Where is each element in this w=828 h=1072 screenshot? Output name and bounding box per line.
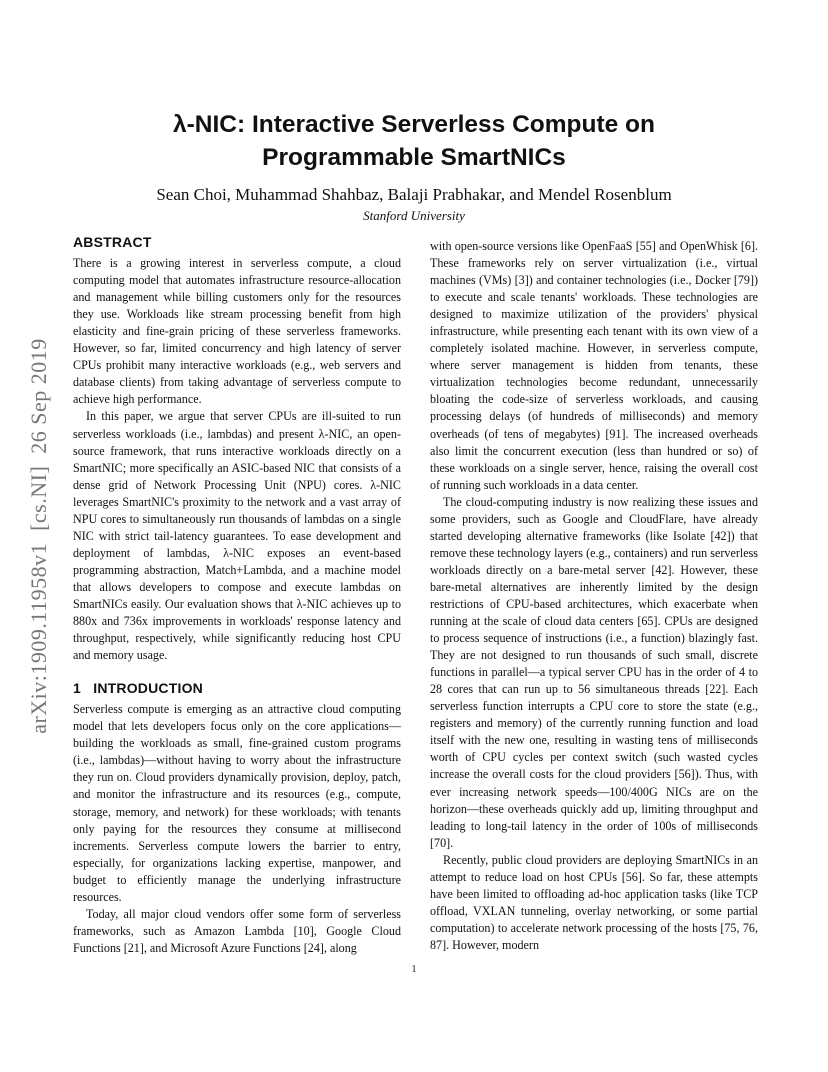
introduction-heading: 1 INTRODUCTION [73, 680, 203, 697]
arxiv-identifier [26, 0, 52, 1072]
paper-title [0, 108, 828, 174]
intro-paragraph-2: Today, all major cloud vendors offer some form of serverless frameworks, such as Amazon Lambda [10], Google Cloud Functions [21], and Microsoft Azure Functions [24], along [73, 906, 401, 955]
intro-paragraph-3: The cloud-computing industry is now realizing these issues and some providers, such as Google and CloudFlare, have already started developing alternative frameworks (like Isolate [42]) that remove these technology layers (e.g., containers) and run serverless workloads directly on a bare-metal server [42]. However, these bare-metal alternatives are inherently limited by the design restrictions of CPU-based architectures, which exacerbate when running at the scale of cloud data centers [65]. CPUs are designed to process sequence of instructions (i.e., a function) blazingly fast. They are not designed to run thousands of such small, discrete functions in parallel—a typical server CPU has in the order of 4 to 28 cores that can run up to 56 simultaneous threads [22]. Each serverless function interrupts a CPU core to store the state (e.g., registers and memory) of the currently running function and load itself with the new one, resulting in wasting tens of milliseconds worth of CPU cycles per context switch (such wasted cycles increase the overall costs for the cloud providers [56]). Thus, with ever increasing network speeds—100/400G NICs are on the horizon—these overheads quickly add up, limiting throughput and leading to long-tail latency in the order of 100s of milliseconds [70]. [430, 494, 758, 850]
title-line-1: λ-NIC: Interactive Serverless Compute on [173, 111, 655, 138]
author-list: Sean Choi, Muhammad Shahbaz, Balaji Prabhakar, and Mendel Rosenblum [156, 185, 672, 204]
intro-paragraph-2-continued: with open-source versions like OpenFaaS [55] and OpenWhisk [6]. These frameworks rely on server virtualization (i.e., virtual machines (VMs) [3]) and container technologies (i.e., Docker [79]) to execute and scale tenants' workloads. These technologies are designed to maximize utilization of the providers' physical infrastructure, while presenting each tenant with its own view of a completely isolated machine. However, in serverless compute, where server management is hidden from tenants, these virtualization technologies become redundant, unnecessarily bloating the code-size of serverless workloads, and causing processing delays (of hundreds of milliseconds) and memory overheads (of tens of megabytes) [91]. The increased overheads also limit the concurrent execution (less than hundred or so) of these workloads on a single server, hence, raising the overall cost of running such workloads in a data center. [430, 239, 758, 492]
abstract-paragraph-2: In this paper, we argue that server CPUs are ill-suited to run serverless workloads (i.e., lambdas) and present λ-NIC, an open-source framework, that runs interactive workloads directly on a SmartNIC; more specifically an ASIC-based NIC that consists of a dense grid of Network Processing Unit (NPU) cores. λ-NIC leverages SmartNIC's proximity to the network and a vast array of NPU cores to simultaneously run thousands of lambdas on a single NIC with strict tail-latency guarantees. To ease development and deployment of lambdas, λ-NIC exposes an event-based programming abstraction, Match+Lambda, and a machine model that allows developers to compose and execute lambdas on SmartNICs easily. Our evaluation shows that λ-NIC achieves up to 880x and 736x improvements in workloads' response latency and throughput, respectively, while significantly reducing host CPU and memory usage. [73, 409, 401, 663]
intro-paragraph-4: Recently, public cloud providers are deploying SmartNICs in an attempt to reduce load on host CPUs [56]. So far, these attempts have been limited to offloading ad-hoc application tasks (like TCP offload, VXLAN tunneling, overlay networking, or some partial computation) to accelerate network processing of the hosts [75, 76, 87]. However, modern [430, 852, 758, 952]
left-column [73, 234, 401, 957]
page-number: 1 [411, 964, 417, 975]
intro-paragraph-1: Serverless compute is emerging as an attractive cloud computing model that lets developers focus only on the core applications—building the workloads as small, fine-grained custom programs (i.e., lambdas)—without having to worry about the infrastructure they run on. Cloud providers dynamically provision, deploy, patch, and monitor the infrastructure and its resources (e.g., compute, storage, memory, and network) for these workloads; with tenants only paying for the resources they consume at millisecond increments. Serverless compute lowers the barrier to entry, especially, for organizations lacking expertise, manpower, and budget to efficiently manage the underlying infrastructure resources. [73, 702, 401, 904]
arxiv-id-text: arXiv:1909.11958v1 [cs.NI] 26 Sep 2019 [26, 338, 51, 734]
affiliation: Stanford University [363, 208, 465, 223]
title-line-2: Programmable SmartNICs [262, 144, 566, 171]
abstract-paragraph-1: There is a growing interest in serverless compute, a cloud computing model that automates infrastructure resource-allocation and management while billing customers only for the resources they use. Workloads like stream processing benefit from high elasticity and fine-grain pricing of these serverless frameworks. However, so far, limited concurrency and high latency of server CPUs prohibit many interactive workloads (e.g., web servers and database clients) from taking advantage of serverless compute to achieve high performance. [73, 256, 401, 407]
abstract-heading: ABSTRACT [73, 234, 152, 250]
right-column [430, 238, 758, 954]
